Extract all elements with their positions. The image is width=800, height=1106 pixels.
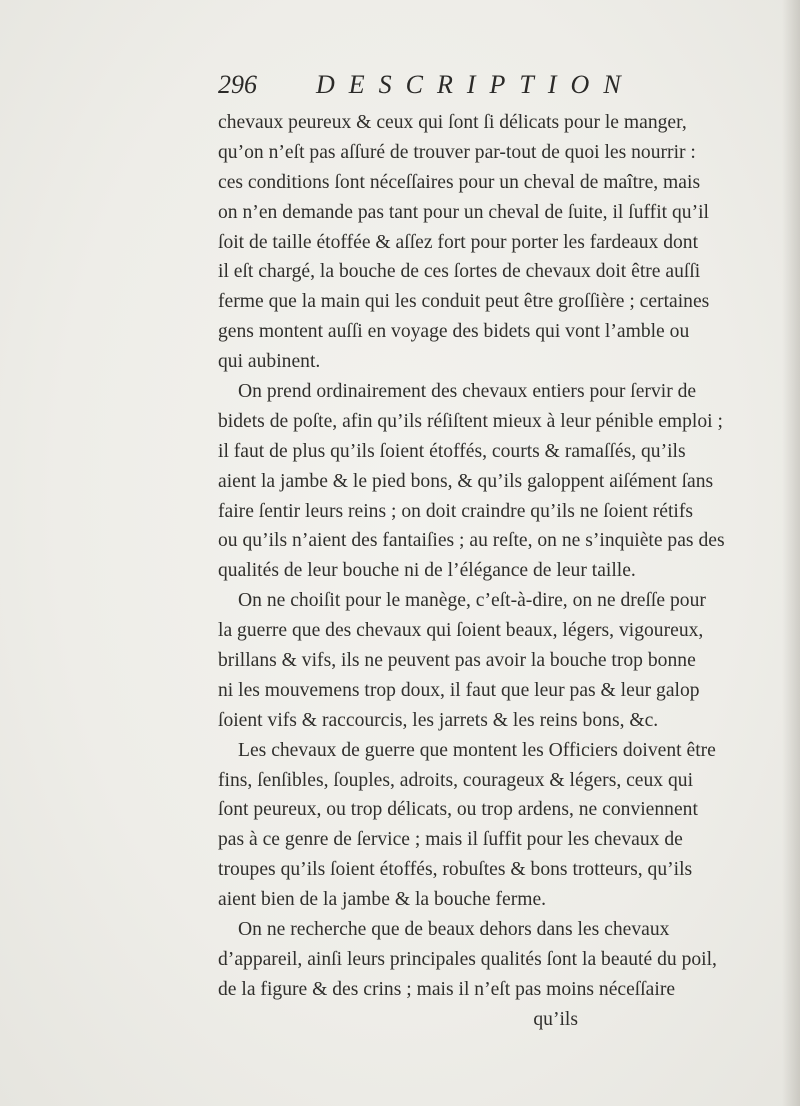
paragraph-start-line: On ne recherche que de beaux dehors dans les chevaux <box>238 919 670 941</box>
text-line: d’appareil, ainſi leurs principales qualités ſont la beauté du poil, <box>218 948 717 970</box>
text-line: il faut de plus qu’ils ſoient étoffés, courts & ramaſſés, qu’ils <box>218 440 686 462</box>
page-header <box>218 70 635 110</box>
paragraph-start-line: On ne choiſit pour le manège, c’eſt-à-dire, on ne dreſſe pour <box>238 590 706 612</box>
text-line: il eſt chargé, la bouche de ces ſortes de chevaux doit être auſſi <box>218 261 701 283</box>
page-edge-shadow <box>782 0 800 1106</box>
text-line: pas à ce genre de ſervice ; mais il ſuffit pour les chevaux de <box>218 829 683 851</box>
text-line: ferme que la main qui les conduit peut être groſſière ; certaines <box>218 291 710 313</box>
text-line: fins, ſenſibles, ſouples, adroits, courageux & légers, ceux qui <box>218 769 694 791</box>
catchword: qu’ils <box>533 1008 578 1030</box>
text-line: ou qu’ils n’aient des fantaiſies ; au reſte, on ne s’inquiète pas des <box>218 530 725 552</box>
text-line: ſoit de taille étoffée & aſſez fort pour porter les fardeaux dont <box>218 231 699 253</box>
text-line: ces conditions ſont néceſſaires pour un cheval de maître, mais <box>218 171 701 193</box>
text-line: la guerre que des chevaux qui ſoient beaux, légers, vigoureux, <box>218 620 704 642</box>
text-line: qui aubinent. <box>218 351 321 373</box>
text-line: brillans & vifs, ils ne peuvent pas avoir la bouche trop bonne <box>218 650 696 672</box>
text-line: ni les mouvemens trop doux, il faut que leur pas & leur galop <box>218 679 700 701</box>
text-line: troupes qu’ils ſoient étoffés, robuſtes & bons trotteurs, qu’ils <box>218 859 693 881</box>
text-line: on n’en demande pas tant pour un cheval de ſuite, il ſuffit qu’il <box>218 201 709 223</box>
text-line: ſont peureux, ou trop délicats, ou trop ardens, ne conviennent <box>218 799 698 821</box>
body-text <box>218 108 725 1035</box>
text-line: aient bien de la jambe & la bouche ferme. <box>218 889 547 911</box>
text-line: qu’on n’eſt pas aſſuré de trouver par-tout de quoi les nourrir : <box>218 141 696 163</box>
paragraph-start-line: Les chevaux de guerre que montent les Officiers doivent être <box>238 739 716 761</box>
text-line: chevaux peureux & ceux qui ſont ſi délicats pour le manger, <box>218 112 687 133</box>
text-line: ſoient vifs & raccourcis, les jarrets & les reins bons, &c. <box>218 709 659 731</box>
text-line: aient la jambe & le pied bons, & qu’ils galoppent aiſément ſans <box>218 470 714 492</box>
text-line: bidets de poſte, afin qu’ils réſiſtent mieux à leur pénible emploi ; <box>218 410 723 432</box>
paragraph-start-line: On prend ordinairement des chevaux entiers pour ſervir de <box>238 381 697 403</box>
text-line: qualités de leur bouche ni de l’élégance de leur taille. <box>218 560 636 582</box>
text-line: de la figure & des crins ; mais il n’eſt pas moins néceſſaire <box>218 978 676 1000</box>
text-line: faire ſentir leurs reins ; on doit craindre qu’ils ne ſoient rétifs <box>218 500 693 522</box>
text-line: gens montent auſſi en voyage des bidets qui vont l’amble ou <box>218 321 690 343</box>
page-number: 296 <box>218 70 257 99</box>
running-head: DESCRIPTION <box>316 70 635 99</box>
